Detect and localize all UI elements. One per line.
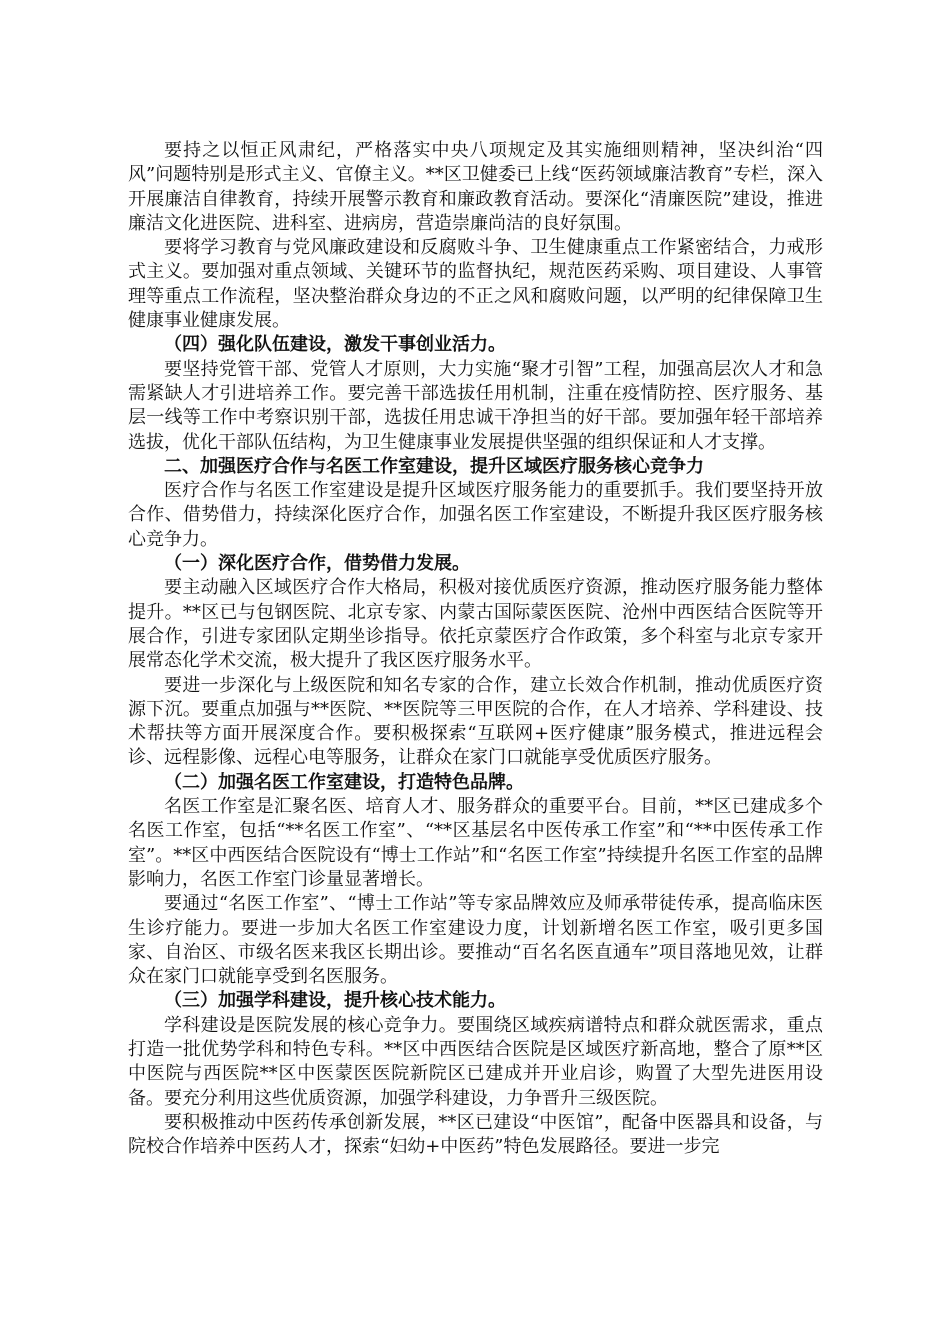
- body-paragraph: 要积极推动中医药传承创新发展，**区已建设“中医馆”，配备中医器具和设备，与院校合作培养中医药人才，探索“妇幼+中医药”特色发展路径。要进一步完: [128, 1111, 823, 1158]
- document-body: [128, 139, 823, 1159]
- body-paragraph: 要通过“名医工作室”、“博士工作站”等专家品牌效应及师承带徒传承，提高临床医生诊疗能力。要进一步加大名医工作室建设力度，计划新增名医工作室，吸引更多国家、自治区、市级名医来我区长期出诊。要推动“百名名医直通车”项目落地见效，让群众在家门口就能享受到名医服务。: [128, 893, 823, 988]
- body-paragraph: 学科建设是医院发展的核心竞争力。要围绕区域疾病谱特点和群众就医需求，重点打造一批优势学科和特色专科。**区中西医结合医院是区域医疗新高地，整合了原**区中医院与西医院**区中医蒙医医院新院区已建成并开业启诊，购置了大型先进医用设备。要充分利用这些优质资源，加强学科建设，力争晋升三级医院。: [128, 1014, 823, 1109]
- body-paragraph: 要持之以恒正风肃纪，严格落实中央八项规定及其实施细则精神，坚决纠治“四风”问题特别是形式主义、官僚主义。**区卫健委已上线“医药领域廉洁教育”专栏，深入开展廉洁自律教育，持续开展警示教育和廉政教育活动。要深化“清廉医院”建设，推进廉洁文化进医院、进科室、进病房，营造崇廉尚洁的良好氛围。: [128, 140, 823, 234]
- body-paragraph: 要进一步深化与上级医院和知名专家的合作，建立长效合作机制，推动优质医疗资源下沉。要重点加强与**医院、**医院等三甲医院的合作，在人才培养、学科建设、技术帮扶等方面开展深度合作。要积极探索“互联网+医疗健康”服务模式，推进远程会诊、远程影像、远程心电等服务，让群众在家门口就能享受优质医疗服务。: [128, 674, 823, 769]
- body-paragraph: 要将学习教育与党风廉政建设和反腐败斗争、卫生健康重点工作紧密结合，力戒形式主义。要加强对重点领域、关键环节的监督执纪，规范医药采购、项目建设、人事管理等重点工作流程，坚决整治群众身边的不正之风和腐败问题，以严明的纪律保障卫生健康事业健康发展。: [128, 237, 823, 332]
- section-heading: （四）强化队伍建设，激发干事创业活力。: [164, 334, 506, 356]
- body-paragraph: 名医工作室是汇聚名医、培育人才、服务群众的重要平台。目前，**区已建成多个名医工作室，包括“**名医工作室”、“**区基层名中医传承工作室”和“**中医传承工作室”。**区中西医结合医院设有“博士工作站”和“名医工作室”持续提升名医工作室的品牌影响力，名医工作室门诊量显著增长。: [128, 796, 823, 890]
- section-heading: （二）加强名医工作室建设，打造特色品牌。: [164, 771, 524, 793]
- section-heading: （一）深化医疗合作，借势借力发展。: [164, 553, 470, 575]
- body-paragraph: 要坚持党管干部、党管人才原则，大力实施“聚才引智”工程，加强高层次人才和急需紧缺人才引进培养工作。要完善干部选拔任用机制，注重在疫情防控、医疗服务、基层一线等工作中考察识别干部，选拔任用忠诚干净担当的好干部。要加强年轻干部培养选拔，优化干部队伍结构，为卫生健康事业发展提供坚强的组织保证和人才支撑。: [128, 358, 823, 453]
- section-heading: 二、加强医疗合作与名医工作室建设，提升区域医疗服务核心竞争力: [164, 455, 704, 477]
- body-paragraph: 要主动融入区域医疗合作大格局，积极对接优质医疗资源，推动医疗服务能力整体提升。**区已与包钢医院、北京专家、内蒙古国际蒙医医院、沧州中西医结合医院等开展合作，引进专家团队定期坐诊指导。依托京蒙医疗合作政策，多个科室与北京专家开展常态化学术交流，极大提升了我区医疗服务水平。: [128, 577, 823, 672]
- section-heading: （三）加强学科建设，提升核心技术能力。: [164, 990, 506, 1012]
- body-paragraph: 医疗合作与名医工作室建设是提升区域医疗服务能力的重要抓手。我们要坚持开放合作、借势借力，持续深化医疗合作，加强名医工作室建设，不断提升我区医疗服务核心竞争力。: [128, 480, 823, 550]
